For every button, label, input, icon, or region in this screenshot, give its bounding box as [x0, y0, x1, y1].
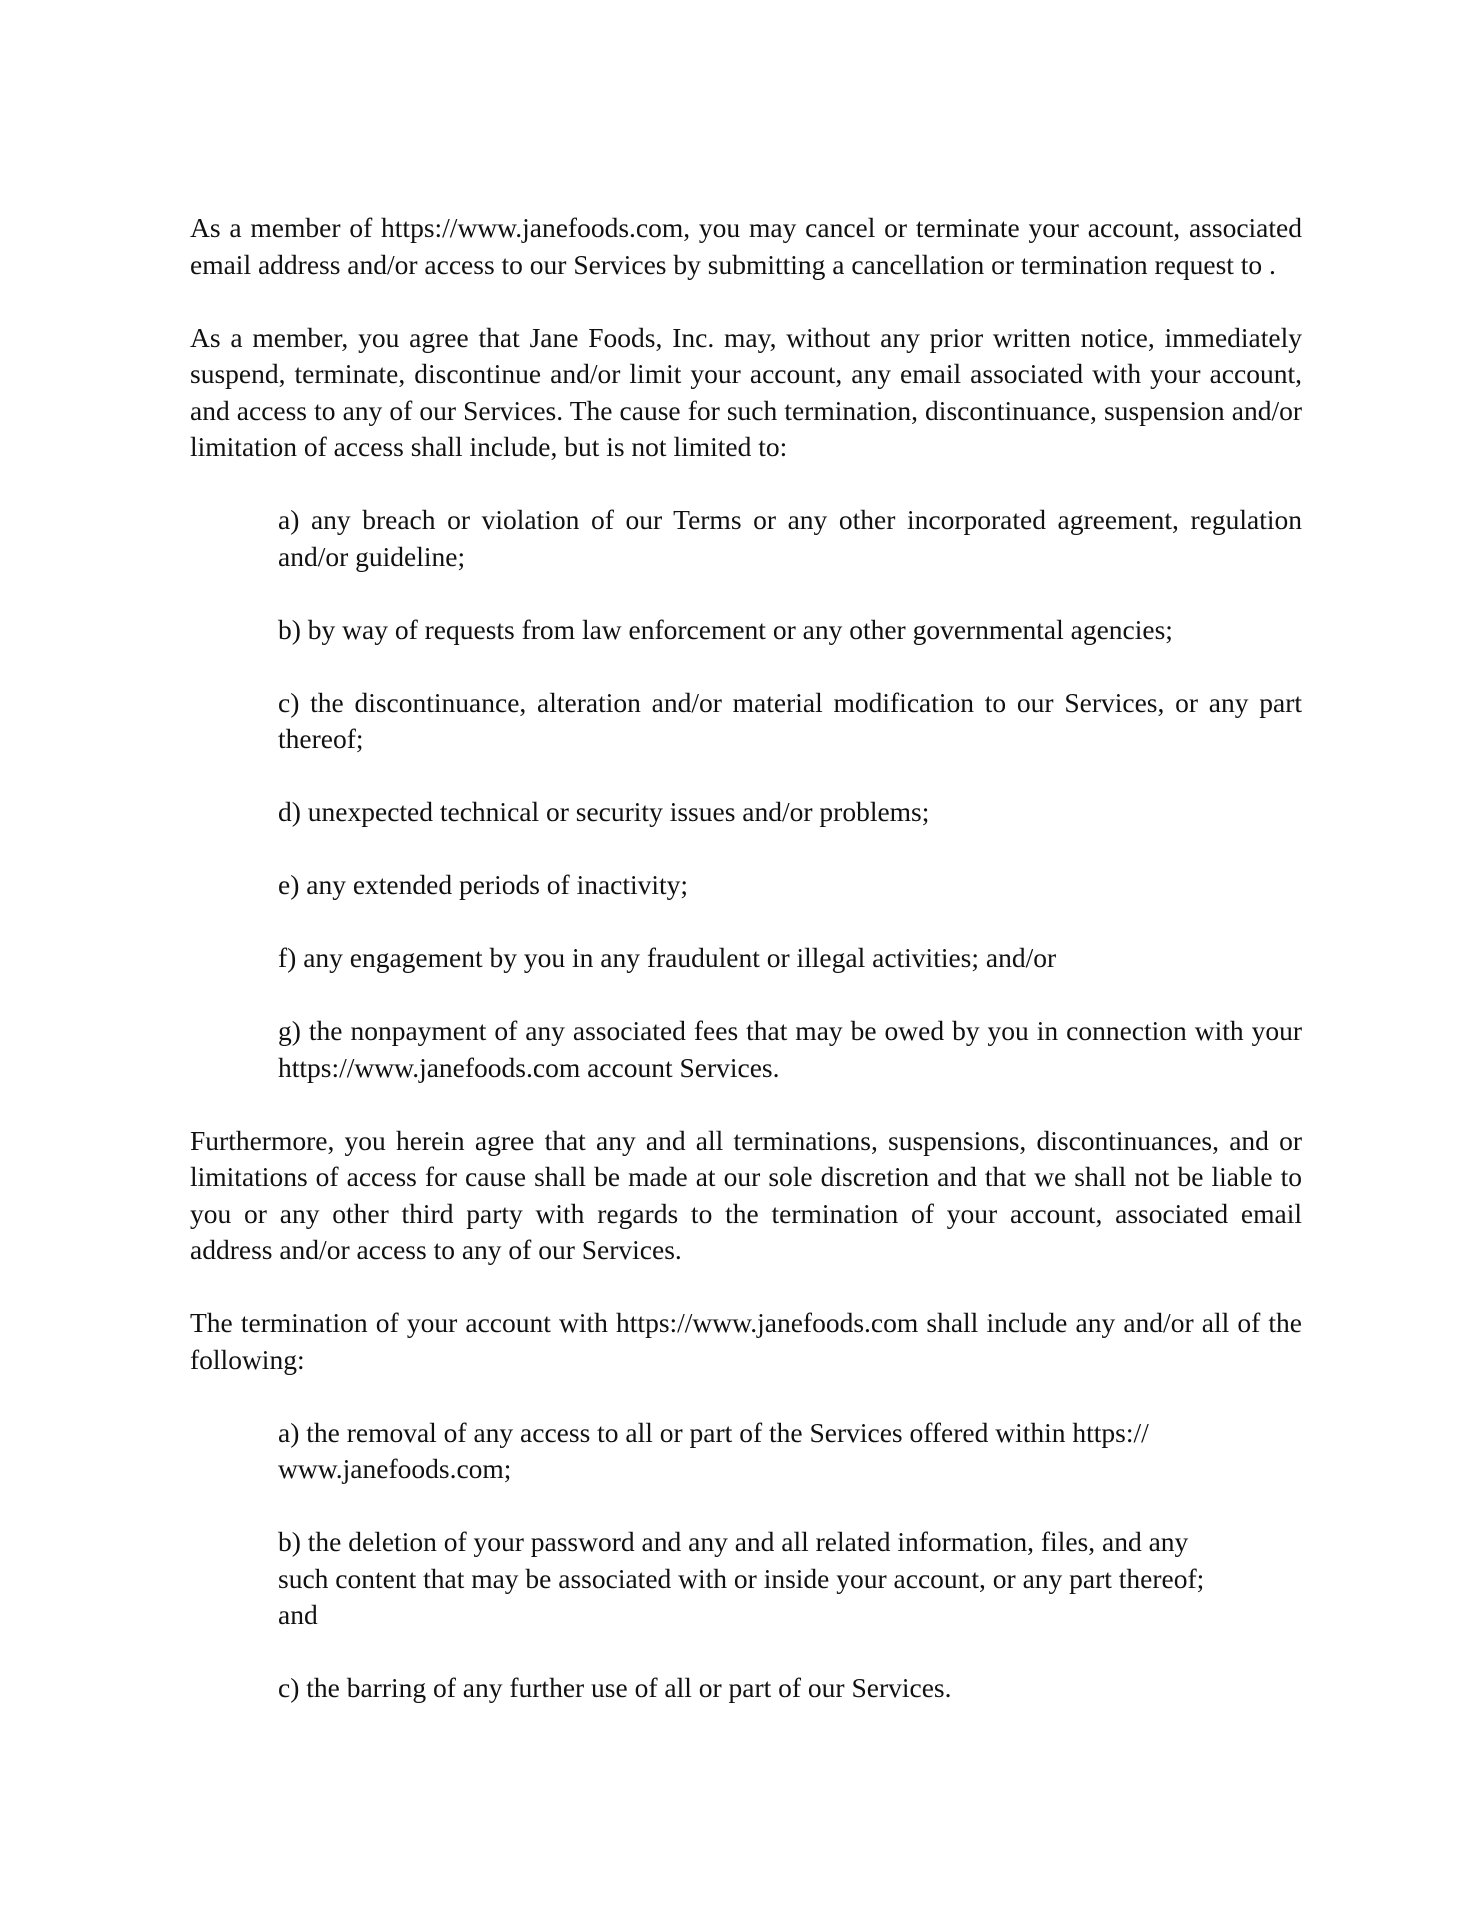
list-item-effect-b-line2: such content that may be associated with or inside your account, or any part thereof; [278, 1562, 1205, 1594]
list-item-cause-c: c) the discontinuance, alteration and/or material modification to our Services, or any part thereof; [278, 686, 1302, 754]
list-item-effect-a-line1: a) the removal of any access to all or part of the Services offered within https:// [278, 1416, 1149, 1448]
list-item-effect-b-line3: and [278, 1599, 318, 1630]
list-item-cause-e: e) any extended periods of inactivity; [278, 869, 689, 900]
paragraph-termination-effects: The termination of your account with https://www.janefoods.com shall include any and/or all of the following: [190, 1307, 1302, 1375]
list-item-cause-g: g) the nonpayment of any associated fees that may be owed by you in connection with your https://www.janefoods.com account Services. [278, 1015, 1302, 1083]
list-item-effect-b [278, 1524, 1302, 1634]
list-item-effect-a [278, 1415, 1302, 1488]
list-item-cause-a: a) any breach or violation of our Terms or any other incorporated agreement, regulation and/or guideline; [278, 504, 1302, 572]
list-item-effect-c: c) the barring of any further use of all or part of our Services. [278, 1672, 952, 1703]
paragraph-cancellation: As a member of https://www.janefoods.com, you may cancel or terminate your account, associated email address and/or access to our Services by submitting a cancellation or termination request to . [190, 212, 1302, 280]
paragraph-termination-causes: As a member, you agree that Jane Foods, Inc. may, without any prior written notice, immediately suspend, terminate, discontinue and/or limit your account, any email associated with your account, and access to any of our Services. The cause for such termination, discontinuance, suspension and/or limitation of access shall include, but is not limited to: [190, 321, 1302, 462]
list-item-cause-b: b) by way of requests from law enforcement or any other governmental agencies; [278, 613, 1173, 645]
list-item-effect-a-line2: www.janefoods.com; [278, 1453, 512, 1484]
paragraph-sole-discretion: Furthermore, you herein agree that any and all terminations, suspensions, discontinuances, and or limitations of access for cause shall be made at our sole discretion and that we shall not be liable to you or any other third party with regards to the termination of your account, associated email address and/or access to any of our Services. [190, 1124, 1302, 1265]
list-item-cause-d: d) unexpected technical or security issues and/or problems; [278, 796, 930, 827]
list-item-effect-b-line1: b) the deletion of your password and any and all related information, files, and any [278, 1526, 1189, 1557]
list-item-cause-f: f) any engagement by you in any fraudulent or illegal activities; and/or [278, 942, 1057, 973]
document-body [190, 210, 1302, 1743]
